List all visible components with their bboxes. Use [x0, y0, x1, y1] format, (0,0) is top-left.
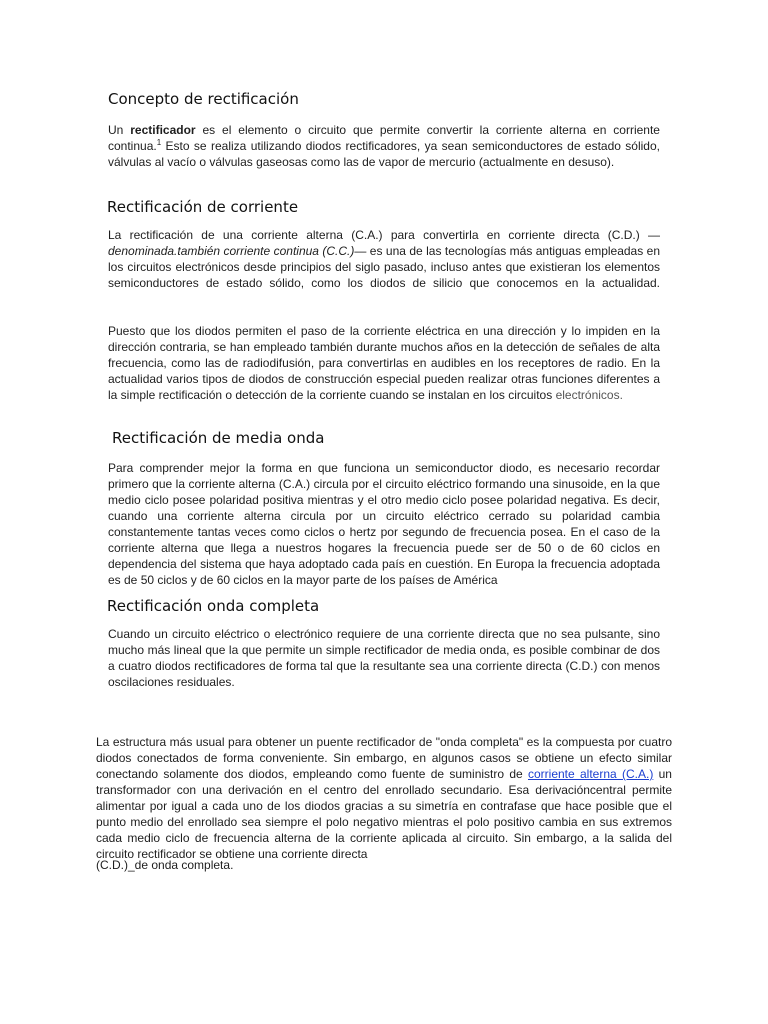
- text-run: — es una de las tecnologías más antiguas empleadas en los circuitos electrónicos desde principios del siglo pasado, incluso antes que existieran los elementos semiconductores de estado sólido, como los diodos de silicio que conocemos en la actualidad.: [108, 244, 660, 290]
- text-run: Un: [108, 123, 131, 137]
- heading-concepto-rectificacion: Concepto de rectificación: [108, 90, 299, 108]
- paragraph-puente-rectificador-end: (C.D.)_de onda completa.: [96, 858, 234, 872]
- italic-run: denominada.también corriente continua (C.C.): [108, 244, 355, 258]
- paragraph-onda-completa: Cuando un circuito eléctrico o electrónico requiere de una corriente directa que no sea pulsante, sino mucho más lineal que la que permite un simple rectificador de media onda, es posible combinar de dos a cuatro diodos rectificadores de forma tal que la resultante sea una corriente directa (C.D.) con menos oscilaciones residuales.: [108, 627, 660, 689]
- bold-term-rectificador: rectificador: [130, 123, 196, 137]
- text-run: Esto se realiza utilizando diodos rectificadores, ya sean semiconductores de estado sólido, válvulas al vacío o válvulas gaseosas como las de vapor de mercurio (actualmente en desuso).: [108, 139, 660, 169]
- link-corriente-alterna[interactable]: corriente alterna (C.A.): [528, 767, 654, 781]
- paragraph-concepto: [108, 122, 660, 170]
- text-run: un transformador con una derivación en el centro del enrollado secundario. Esa derivacióncentral permite alimentar por igual a cada uno de los diodos gracias a su simetría en contrafase que hace posible que el punto medio del enrollado sea siempre el polo negativo mientras el polo positivo cambia en sus extremos cada medio ciclo de frecuencia alterna de la corriente aplicada al circuito. Sin embargo, a la salida del circuito rectificador se obtiene una corriente directa: [96, 767, 672, 861]
- paragraph-rectificacion-corriente-1: [108, 227, 660, 291]
- paragraph-media-onda: Para comprender mejor la forma en que funciona un semiconductor diodo, es necesario recordar primero que la corriente alterna (C.A.) circula por el circuito eléctrico formando una sinusoide, en la que medio ciclo posee polaridad positiva mientras y el otro medio ciclo posee polaridad negativa. Es decir, cuando una corriente alterna circula por un circuito eléctrico cerrado su polaridad cambia constantemente tantas veces como ciclos o hertz por segundo de frecuencia posea. En el caso de la corriente alterna que llega a nuestros hogares la frecuencia puede ser de 50 o de 60 ciclos en dependencia del sistema que haya adoptado cada país en cuestión. En Europa la frecuencia adoptada es de 50 ciclos y de 60 ciclos en la mayor parte de los países de América: [108, 461, 660, 587]
- text-run: Puesto que los diodos permiten el paso de la corriente eléctrica en una dirección y lo impiden en la dirección contraria, se han empleado también durante muchos años en la detección de señales de alta frecuencia, como las de radiodifusión, para convertirlas en audibles en los receptores de radio. En la actualidad varios tipos de diodos de construcción especial pueden realizar otras funciones diferentes a la simple rectificación o detección de la corriente cuando se instalan en los circuitos: [108, 324, 660, 402]
- text-run-grey: electrónicos.: [555, 388, 623, 402]
- text-run: es el elemento o circuito que permite convertir la corriente alterna en corriente continua.: [108, 123, 660, 153]
- paragraph-puente-rectificador: [96, 734, 672, 862]
- heading-onda-completa: Rectificación onda completa: [107, 597, 320, 615]
- text-run: La rectificación de una corriente alterna (C.A.) para convertirla en corriente directa (C.D.) —: [108, 228, 660, 242]
- text-run: La estructura más usual para obtener un puente rectificador de "onda completa" es la compuesta por cuatro diodos conectados de forma conveniente. Sin embargo, en algunos casos se obtiene un efecto similar conectando solamente dos diodos, empleando como fuente de suministro de: [96, 735, 672, 781]
- heading-media-onda: Rectificación de media onda: [112, 429, 325, 447]
- paragraph-rectificacion-corriente-2: [108, 323, 660, 403]
- footnote-marker: 1: [156, 138, 162, 147]
- heading-rectificacion-corriente: Rectificación de corriente: [107, 198, 299, 216]
